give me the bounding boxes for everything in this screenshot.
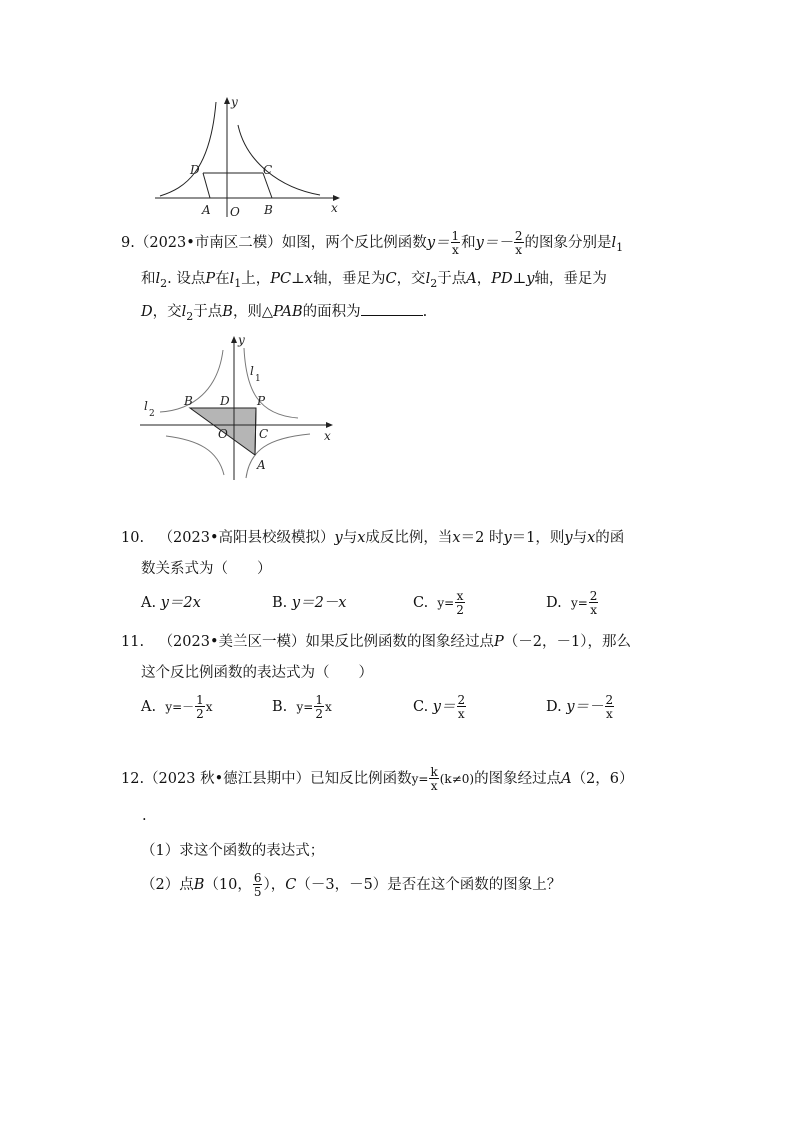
q9-l2-text-a: 和	[141, 271, 156, 287]
q10-y3: y	[564, 530, 573, 546]
q9-f1-num: 1	[451, 229, 460, 243]
q11-option-C[interactable]	[413, 692, 467, 722]
q11-option-D[interactable]	[546, 692, 615, 722]
frac-den: 2	[315, 707, 323, 721]
q10-option-A[interactable]	[141, 593, 201, 613]
frac-den: 2	[456, 603, 464, 617]
option-lhs: y=	[570, 596, 588, 610]
fig1-label-O: O	[230, 205, 240, 219]
frac-num: 2	[605, 693, 614, 707]
fig2-label-P: P	[257, 394, 266, 408]
q9-perp-2: ⊥	[512, 271, 527, 287]
q12-sub-1: （1）求这个函数的表达式；	[141, 843, 325, 859]
frac-num: 6	[253, 871, 262, 885]
q9-l2-ref: l	[425, 271, 431, 287]
q10-text-f: ＝2 时	[460, 530, 504, 546]
q10-text-b: 与	[342, 530, 358, 546]
x-axis-arrow	[326, 422, 333, 428]
q10-source: （2023•高阳县校级模拟）	[158, 530, 335, 546]
option-fraction	[605, 694, 615, 720]
q11-point-P: P	[494, 634, 504, 650]
q9-l2-ref-sub: 2	[430, 276, 438, 290]
q12-point-C: C	[285, 877, 297, 893]
q9-l2-ref-2: l	[181, 304, 187, 320]
q12-s2-text-b: （10，	[204, 877, 252, 893]
q10-x2: x	[452, 530, 461, 546]
q11-option-A[interactable]	[141, 692, 213, 722]
q9-l3-text-d: 的面积为	[302, 304, 361, 320]
q9-l2-text-g: ，交	[396, 271, 426, 287]
segment-DA	[203, 173, 210, 198]
option-text: y＝2－x	[291, 595, 347, 611]
fig1-label-x: x	[331, 201, 338, 215]
option-label: D.	[546, 595, 562, 611]
q9-point-D: D	[141, 304, 153, 320]
q9-PC: PC	[270, 271, 292, 287]
q10-number: 10.	[121, 530, 145, 546]
q10-option-D[interactable]	[546, 588, 599, 618]
q12-condition: (k≠0)	[439, 772, 475, 786]
option-text: y＝2x	[160, 595, 201, 611]
q9-l1-ref-sub: 1	[234, 276, 242, 290]
frac-num: 1	[315, 693, 323, 707]
q9-f1-den: x	[451, 243, 459, 257]
option-label: D.	[546, 699, 562, 715]
q12-point-B: B	[193, 877, 205, 893]
q9-l2-ref-2-sub: 2	[186, 309, 194, 323]
figure-1	[150, 92, 350, 222]
y-axis-arrow	[224, 97, 230, 104]
q9-l2-text-k: 轴，垂足为	[534, 271, 607, 287]
option-label: A.	[141, 595, 157, 611]
frac-num: k	[430, 765, 438, 779]
q9-line-1	[121, 230, 623, 261]
q9-l1: l	[611, 235, 617, 251]
q9-number: 9.	[121, 235, 135, 251]
q9-f1-lhs: y＝	[426, 235, 450, 251]
option-fraction	[195, 694, 205, 720]
q9-perp-1: ⊥	[291, 271, 305, 287]
q11-source: （2023•美兰区一模）	[158, 634, 306, 650]
q9-l3-text-c: ，则△	[232, 304, 274, 320]
q10-y1: y	[334, 530, 343, 546]
q9-source: （2023•市南区二模）	[134, 235, 282, 251]
q9-f1-fraction	[451, 230, 461, 256]
q10-y2: y	[503, 530, 512, 546]
q9-l2-text-c: 在	[215, 271, 230, 287]
q9-point-C: C	[385, 271, 397, 287]
y-axis-arrow	[231, 336, 237, 343]
q9-l2: l	[155, 271, 161, 287]
q12-s2-text-a: （2）点	[141, 877, 194, 893]
fig2-label-D: D	[220, 394, 230, 408]
q9-and: 和	[461, 235, 476, 251]
q9-l1-ref: l	[229, 271, 235, 287]
option-fraction	[457, 694, 467, 720]
fig2-label-A: A	[257, 458, 266, 472]
q12-line-1	[121, 764, 634, 794]
q9-f2-fraction	[514, 230, 524, 256]
q11-text-a: 如果反比例函数的图象经过点	[305, 634, 495, 650]
q9-l2-sub: 2	[160, 276, 168, 290]
q10-text-l: 的函	[595, 530, 625, 546]
q11-line-2: 这个反比例函数的表达式为（ ）	[141, 665, 373, 681]
q9-l3-period: .	[422, 304, 428, 320]
option-x: x	[205, 700, 213, 714]
q9-x: x	[304, 271, 313, 287]
option-label: B.	[272, 699, 288, 715]
q9-line-2	[141, 266, 607, 297]
q9-f2-lhs: y＝－	[475, 235, 513, 251]
q9-line-3	[141, 299, 427, 330]
figure-2	[138, 330, 343, 485]
q9-triangle-PAB: PAB	[273, 304, 303, 320]
fig2-label-l1-sub: 1	[255, 374, 261, 384]
frac-num: x	[456, 589, 464, 603]
q9-text: 如图，两个反比例函数	[281, 235, 427, 251]
q9-PD: PD	[491, 271, 513, 287]
q10-line-2: 数关系式为（ ）	[141, 561, 272, 577]
fig2-label-l1: l	[250, 364, 254, 378]
q9-point-B: B	[222, 304, 233, 320]
q12-text-c: （2，6）	[571, 771, 634, 787]
fig1-label-B: B	[264, 203, 273, 217]
q10-text-h: ＝1，则	[511, 530, 565, 546]
q9-text-2: 的图象分别是	[524, 235, 612, 251]
fig2-label-l2-sub: 2	[149, 409, 155, 419]
fig2-label-y: y	[238, 333, 245, 347]
option-lhs: y＝	[432, 699, 456, 715]
q11-option-B[interactable]	[272, 692, 332, 722]
fig2-label-C: C	[259, 427, 269, 441]
q12-text-a: 已知反比例函数	[310, 771, 412, 787]
frac-den: x	[430, 779, 438, 793]
right-curve	[238, 125, 320, 195]
frac-den: 5	[253, 885, 262, 899]
q12-fraction	[429, 766, 438, 792]
option-label: C.	[413, 595, 429, 611]
q9-l2-text-d: 上，	[241, 271, 271, 287]
q10-option-C[interactable]	[413, 588, 466, 618]
fig1-label-A: A	[202, 203, 211, 217]
fig1-label-C: C	[263, 163, 273, 177]
q9-l2-text-f: 轴，垂足为	[312, 271, 386, 287]
option-label: C.	[413, 699, 429, 715]
option-label: B.	[272, 595, 288, 611]
q10-line-1	[121, 527, 624, 549]
q10-text-d: 成反比例，当	[365, 530, 453, 546]
option-x: x	[324, 700, 332, 714]
q9-l3-text-b: 于点	[193, 304, 223, 320]
q12-sub-2	[141, 869, 561, 901]
option-fraction	[314, 694, 324, 720]
option-lhs: y＝－	[566, 699, 604, 715]
option-lhs: y=	[296, 700, 314, 714]
frac-den: 2	[196, 707, 204, 721]
q9-point-P: P	[205, 271, 216, 287]
frac-den: x	[605, 707, 613, 721]
q9-l1-sub: 1	[616, 240, 624, 254]
option-label: A.	[141, 699, 157, 715]
q10-option-B[interactable]	[272, 593, 346, 613]
frac-num: 1	[196, 693, 204, 707]
frac-num: 2	[589, 589, 598, 603]
fig2-label-B: B	[184, 394, 193, 408]
q12-trailing-dot: .	[142, 808, 147, 824]
q9-f2-den: x	[515, 243, 523, 257]
q12-s2-fraction	[253, 872, 263, 898]
q10-x1: x	[357, 530, 366, 546]
q12-text-b: 的图象经过点	[474, 771, 562, 787]
q11-text-b: （－2，－1），那么	[503, 634, 631, 650]
frac-den: x	[457, 707, 465, 721]
q12-s2-text-d: （－3，－5）是否在这个函数的图象上？	[296, 877, 562, 893]
option-lhs: y=－	[165, 700, 195, 714]
q12-number: 12.	[121, 771, 145, 787]
frac-den: x	[590, 603, 597, 617]
q9-y: y	[526, 271, 535, 287]
q12-source: （2023 秋•德江县期中）	[144, 771, 311, 787]
fig1-label-y: y	[231, 95, 238, 109]
q12-point-A: A	[561, 771, 572, 787]
q9-point-A: A	[466, 271, 477, 287]
q9-l2-text-h: 于点	[437, 271, 467, 287]
l1-branch-2	[166, 436, 224, 475]
q9-f2-num: 2	[514, 229, 523, 243]
fig2-label-x: x	[324, 429, 331, 443]
q10-text-j: 与	[572, 530, 588, 546]
q12-s2-text-c: ），	[263, 877, 286, 893]
q11-line-1	[121, 631, 631, 653]
q9-l2-text-i: ，	[476, 271, 492, 287]
option-fraction	[589, 590, 599, 616]
q10-x3: x	[587, 530, 596, 546]
q9-l2-text-b: . 设点	[167, 271, 206, 287]
left-curve	[160, 102, 216, 196]
fig2-label-l2: l	[144, 399, 148, 413]
q12-f-lhs: y=	[411, 772, 429, 786]
option-fraction	[455, 590, 465, 616]
fig1-label-D: D	[190, 163, 200, 177]
fig2-label-O: O	[218, 427, 228, 441]
q9-l3-text-a: ，交	[152, 304, 182, 320]
frac-num: 2	[457, 693, 466, 707]
option-lhs: y=	[437, 596, 455, 610]
q9-answer-blank[interactable]	[361, 303, 423, 316]
q11-number: 11.	[121, 634, 145, 650]
